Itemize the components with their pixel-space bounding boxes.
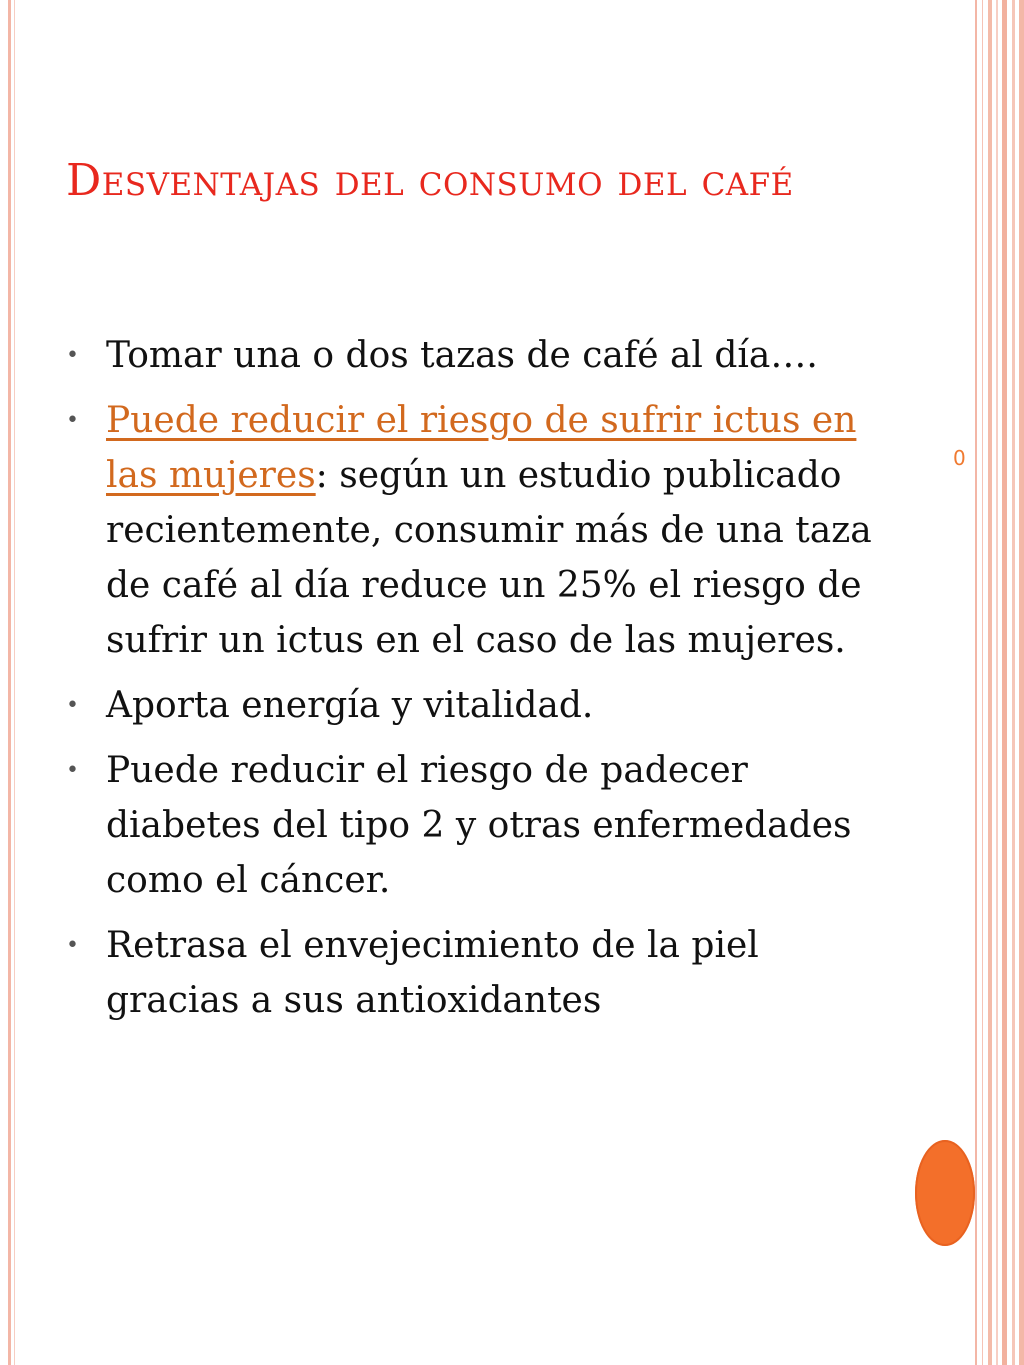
bullet-text: Tomar una o dos tazas de café al día…. bbox=[106, 335, 818, 376]
bullet-item bbox=[66, 743, 896, 908]
bullet-text: Puede reducir el riesgo de padecer diabetes del tipo 2 y otras enfermedades como el cáncer. bbox=[106, 750, 852, 901]
right-border-line bbox=[1019, 0, 1024, 1365]
right-border-line bbox=[982, 0, 983, 1365]
right-border-line bbox=[1012, 0, 1015, 1365]
bullet-item bbox=[66, 678, 896, 733]
bullet-item bbox=[66, 328, 896, 383]
right-border-line bbox=[996, 0, 998, 1365]
bullet-list bbox=[66, 328, 896, 1038]
slide-title: Desventajas del consumo del café bbox=[66, 155, 794, 206]
bullet-dot-icon: • bbox=[66, 758, 79, 783]
bullet-text: : según un estudio publicado recientemente, consumir más de una taza de café al día reduce un 25% el riesgo de sufrir un ictus en el caso de las mujeres. bbox=[106, 455, 872, 661]
bullet-text: Aporta energía y vitalidad. bbox=[106, 685, 594, 726]
left-border-line bbox=[8, 0, 11, 1365]
bullet-dot-icon: • bbox=[66, 693, 79, 718]
bullet-text: Retrasa el envejecimiento de la piel gracias a sus antioxidantes bbox=[106, 925, 759, 1021]
right-border-line bbox=[1002, 0, 1007, 1365]
bullet-item bbox=[66, 393, 896, 668]
right-border-line bbox=[975, 0, 977, 1365]
slide-number: 0 bbox=[953, 446, 966, 470]
decorative-oval bbox=[915, 1140, 975, 1246]
bullet-dot-icon: • bbox=[66, 343, 79, 368]
left-border-line-thin bbox=[14, 0, 15, 1365]
bullet-dot-icon: • bbox=[66, 933, 79, 958]
ictus-link[interactable]: Puede reducir el riesgo de sufrir ictus en las mujeres bbox=[106, 400, 857, 496]
bullet-item bbox=[66, 918, 896, 1028]
right-border-line bbox=[988, 0, 992, 1365]
bullet-dot-icon: • bbox=[66, 408, 79, 433]
